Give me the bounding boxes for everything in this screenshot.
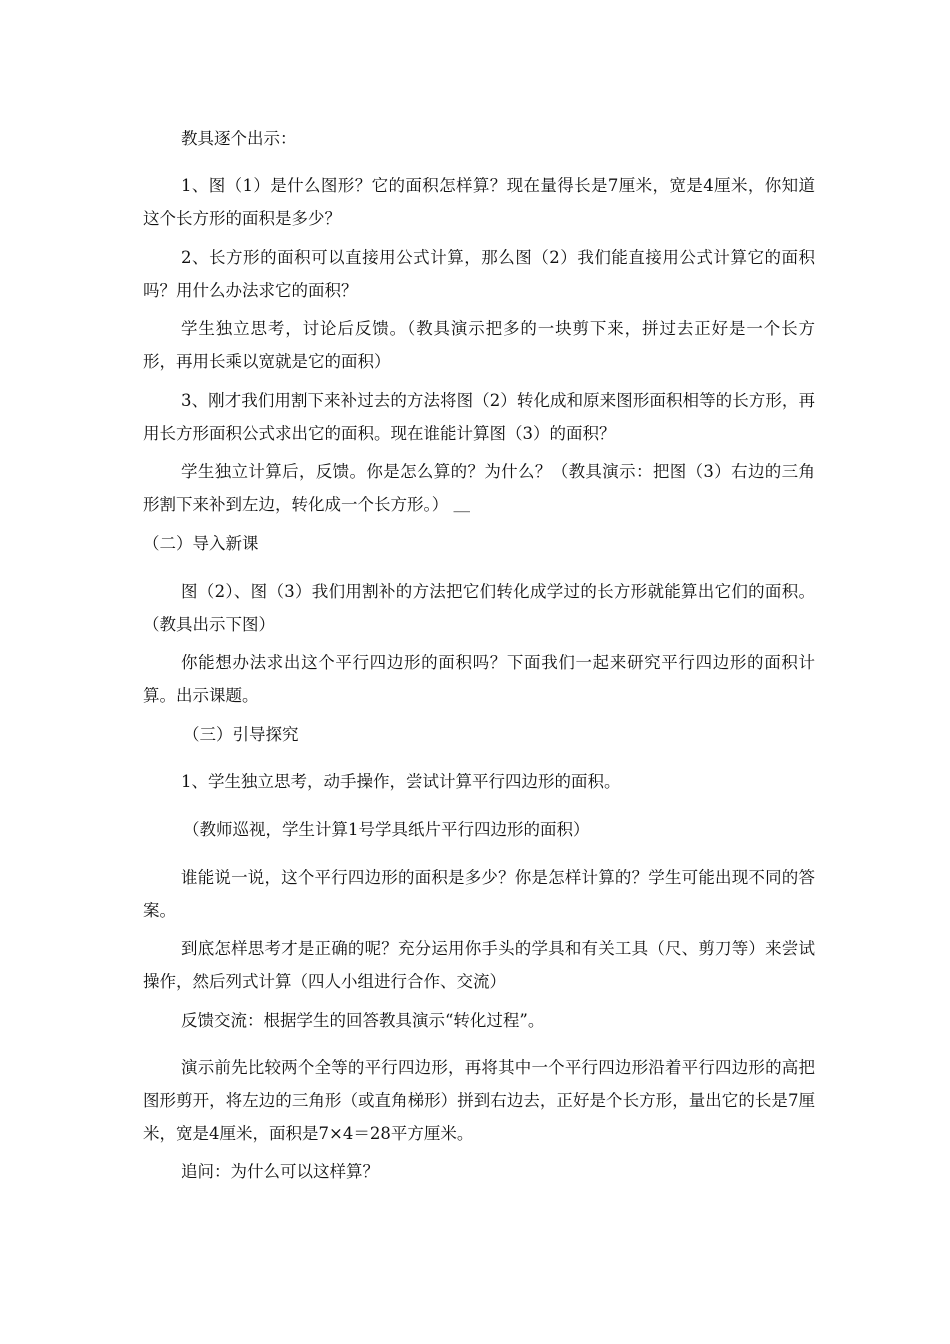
paragraph-step-1: 1、学生独立思考，动手操作，尝试计算平行四边形的面积。: [181, 772, 621, 791]
paragraph-question-1: 1、图（1）是什么图形？它的面积怎样算？现在量得长是7厘米，宽是4厘米，你知道这个长方形的面积是多少？: [143, 176, 815, 228]
paragraph-feedback-exchange: 反馈交流：根据学生的回答教具演示“转化过程”。: [181, 1011, 545, 1030]
paragraph-student-calc: [143, 455, 815, 521]
paragraph-cut-and-fill: 图（2）、图（3）我们用割补的方法把它们转化成学过的长方形就能算出它们的面积。（教具出示下图）: [143, 582, 815, 634]
paragraph-question-3: 3、刚才我们用割下来补过去的方法将图（2）转化成和原来图形面积相等的长方形，再用长方形面积公式求出它的面积。现在谁能计算图（3）的面积？: [143, 391, 815, 443]
section-heading-guided-inquiry: （三）引导探究: [183, 725, 299, 744]
paragraph-parallelogram-question: 你能想办法求出这个平行四边形的面积吗？下面我们一起来研究平行四边形的面积计算。出示课题。: [143, 653, 815, 705]
paragraph-intro: 教具逐个出示：: [181, 129, 297, 148]
paragraph-how-to-think: 到底怎样思考才是正确的呢？充分运用你手头的学具和有关工具（尺、剪刀等）来尝试操作，然后列式计算（四人小组进行合作、交流）: [143, 939, 815, 991]
paragraph-follow-up: 追问：为什么可以这样算？: [181, 1162, 379, 1181]
paragraph-who-can-say: 谁能说一说，这个平行四边形的面积是多少？你是怎样计算的？学生可能出现不同的答案。: [143, 868, 815, 920]
paragraph-demonstration: 演示前先比较两个全等的平行四边形，再将其中一个平行四边形沿着平行四边形的高把图形剪开，将左边的三角形（或直角梯形）拼到右边去，正好是个长方形，量出它的长是7厘米，宽是4厘米，面积是7×4＝28平方厘米。: [143, 1058, 815, 1143]
paragraph-student-feedback: 学生独立思考，讨论后反馈。（教具演示把多的一块剪下来，拼过去正好是一个长方形，再用长乘以宽就是它的面积）: [143, 319, 815, 371]
paragraph-question-2: 2、长方形的面积可以直接用公式计算，那么图（2）我们能直接用公式计算它的面积吗？用什么办法求它的面积？: [143, 248, 815, 300]
trailing-underscore: ＿: [453, 495, 470, 514]
paragraph-teacher-patrol: （教师巡视，学生计算1号学具纸片平行四边形的面积）: [183, 820, 590, 839]
section-heading-intro-new-lesson: （二）导入新课: [143, 534, 259, 553]
paragraph-student-calc-text: 学生独立计算后，反馈。你是怎么算的？为什么？（教具演示：把图（3）右边的三角形割下来补到左边，转化成一个长方形。）: [143, 462, 815, 514]
